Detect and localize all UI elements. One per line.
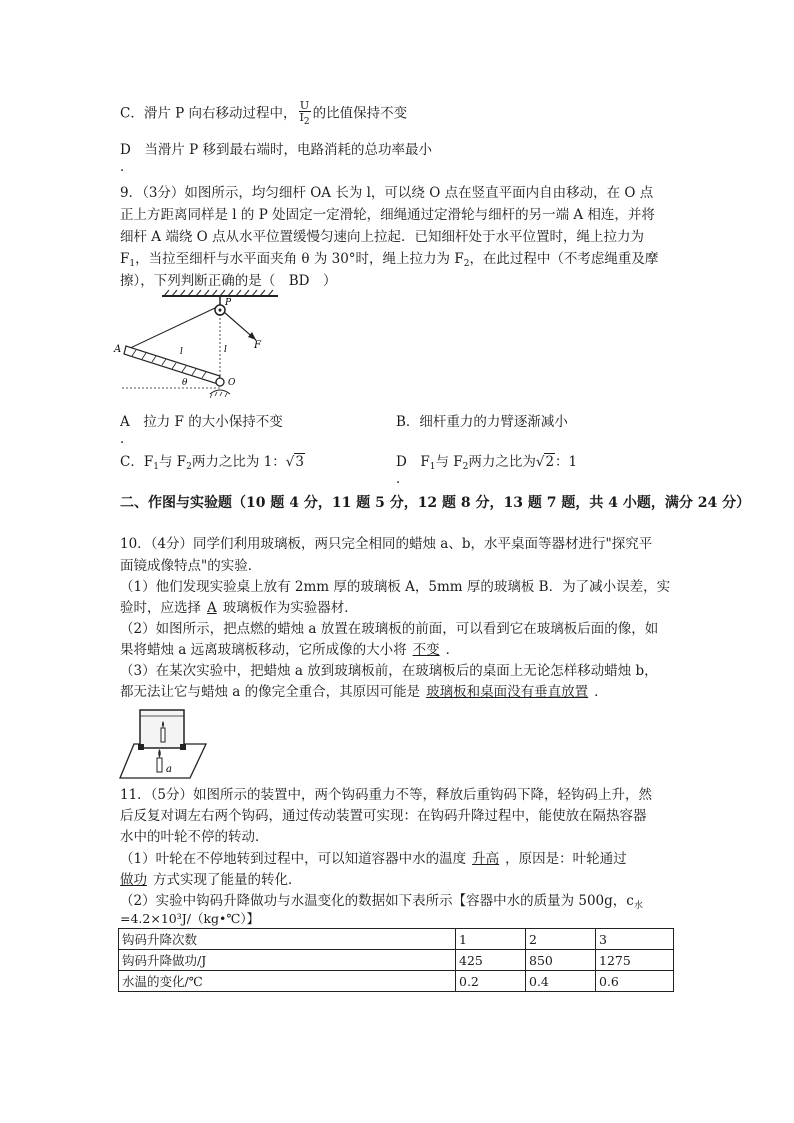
label-theta: θ	[182, 378, 188, 388]
plate-foot-right	[180, 744, 186, 750]
pivot-o	[216, 378, 224, 386]
q11-line-2: 后反复对调左右两个钩码，通过传动装置可实现：在钩码升降过程中，能使放在隔热容器	[120, 808, 647, 824]
candle-b	[161, 728, 165, 742]
q9-option-d-dot: ．	[396, 471, 410, 487]
table-cell: 0.2	[456, 971, 526, 992]
table-row	[119, 929, 674, 950]
q10-answer-1: A	[207, 600, 217, 616]
q11-line-5: 做功 方式实现了能量的转化．	[120, 872, 302, 888]
candle-a	[157, 758, 162, 772]
table-row	[119, 971, 674, 992]
table-cell: 钩码升降次数	[119, 929, 456, 950]
q8-option-d: D 当滑片 P 移到最右端时，电路消耗的总功率最小	[120, 142, 432, 158]
q11-line-3: 水中的叶轮不停的转动．	[120, 829, 269, 845]
q10-line-7: （3）在某次实验中，把蜡烛 a 放到玻璃板前，在玻璃板后的桌面上无论怎样移动蜡烛 b，	[120, 663, 658, 679]
table-cell: 425	[456, 950, 526, 971]
section-2-heading: 二、作图与实验题（10 题 4 分，11 题 5 分，12 题 8 分，13 题 7 题，共 4 小题，满分 24 分）	[120, 495, 751, 511]
q10-line-8: 都无法让它与蜡烛 a 的像完全重合，其原因可能是 玻璃板和桌面没有垂直放置 ．	[120, 684, 608, 700]
glass-plate-candle-figure	[118, 706, 210, 780]
q11-answer-2: 做功	[120, 872, 147, 888]
candle-a-label: a	[166, 764, 172, 775]
label-p: P	[225, 298, 232, 308]
q8-option-c-text: C．滑片 P 向右移动过程中，	[120, 105, 297, 122]
label-l-rope: l	[180, 347, 183, 357]
q11-line-4: （1）叶轮在不停地转到过程中，可以知道容器中水的温度 升高 ，原因是：叶轮通过	[120, 851, 627, 867]
label-f: F	[254, 340, 261, 351]
q8-option-c: C．滑片 P 向右移动过程中， $\frac{U}{I_2}$ 的比值保持不变	[120, 99, 408, 127]
q9-line-5: 擦），下列判断正确的是（ BD ）	[120, 273, 337, 289]
q10-line-3: （1）他们发现实验桌上放有 2mm 厚的玻璃板 A，5mm 厚的玻璃板 B．为了减小误差，实	[120, 579, 671, 595]
table-cell: 水温的变化/℃	[119, 971, 456, 992]
ratio-fraction: $\frac{U}{I_2}$	[299, 99, 310, 127]
table-top	[120, 744, 206, 778]
q9-option-b: B．细杆重力的力臂逐渐减小	[396, 414, 568, 430]
q10-line-1: 10．（4分）同学们利用玻璃板，两只完全相同的蜡烛 a、b，水平桌面等器材进行"探究平	[120, 536, 653, 552]
q9-answer: BD	[288, 273, 310, 289]
q10-answer-2: 不变	[412, 642, 440, 658]
q10-line-5: （2）如图所示，把点燃的蜡烛 a 放置在玻璃板的前面，可以看到它在玻璃板后面的像，如	[120, 621, 659, 637]
force-arrowhead	[248, 332, 256, 340]
label-a: A	[114, 344, 122, 355]
label-l-vertical: l	[224, 345, 227, 355]
sqrt-2: √2	[535, 454, 555, 470]
q11-answer-1: 升高	[472, 851, 500, 867]
table-cell: 3	[596, 929, 674, 950]
lever-pulley-figure	[112, 288, 282, 406]
q9-line-1: 9．（3分）如图所示，均匀细杆 OA 长为 l，可以绕 O 点在竖直平面内自由移动，在 O 点	[120, 185, 654, 201]
q9-option-a-dot: ．	[120, 431, 134, 447]
q10-line-2: 面镜成像特点"的实验．	[120, 558, 262, 574]
table-cell: 钩码升降做功/J	[119, 950, 456, 971]
sqrt-3: √3	[285, 454, 304, 470]
data-table	[118, 928, 674, 992]
q10-line-6: 果将蜡烛 a 远离玻璃板移动，它所成像的大小将 不变 ．	[120, 642, 460, 658]
table-cell: 1	[456, 929, 526, 950]
rod-oa	[124, 346, 220, 384]
q11-line-6: （2）实验中钩码升降做功与水温变化的数据如下表所示【容器中水的质量为 500g，$c_水$	[120, 893, 643, 911]
q9-line-2: 正上方距离同样是 l 的 P 处固定一定滑轮，细绳通过定滑轮与细杆的另一端 A 相连，并将	[120, 207, 655, 223]
plate-foot-left	[138, 744, 144, 750]
table-cell: 2	[526, 929, 596, 950]
q11-line-1: 11．（5分）如图所示的装置中，两个钩码重力不等，释放后重钩码下降，轻钩码上升，然	[120, 787, 653, 803]
label-o: O	[228, 378, 236, 388]
table-cell: 0.6	[596, 971, 674, 992]
q11-line-7: =4.2×10³J/（kg•℃）】	[120, 911, 260, 926]
table-cell: 0.4	[526, 971, 596, 992]
q9-option-c: C．$F_1$与 $F_2$两力之比为 1：√3	[120, 454, 304, 472]
q9-option-d: D $F_1$与 $F_2$两力之比为√2：1	[396, 454, 578, 472]
q10-answer-3: 玻璃板和桌面没有垂直放置	[426, 684, 589, 700]
q8-option-d-dot: ．	[120, 159, 134, 175]
q9-line-4: $F_1$，当拉至细杆与水平面夹角 θ 为 30°时，绳上拉力为 $F_2$，在此过程中（不考虑绳重及摩	[120, 251, 659, 269]
table-row	[119, 950, 674, 971]
q9-line-3: 细杆 A 端绕 O 点从水平位置缓慢匀速向上拉起．已知细杆处于水平位置时，绳上拉力为	[120, 229, 644, 245]
q10-line-4: 验时，应选择 A 玻璃板作为实验器材．	[120, 600, 358, 616]
q9-option-a: A 拉力 F 的大小保持不变	[120, 414, 283, 430]
rope-to-a	[126, 308, 215, 350]
table-cell: 1275	[596, 950, 674, 971]
table-cell: 850	[526, 950, 596, 971]
pivot-hatch	[210, 392, 227, 398]
